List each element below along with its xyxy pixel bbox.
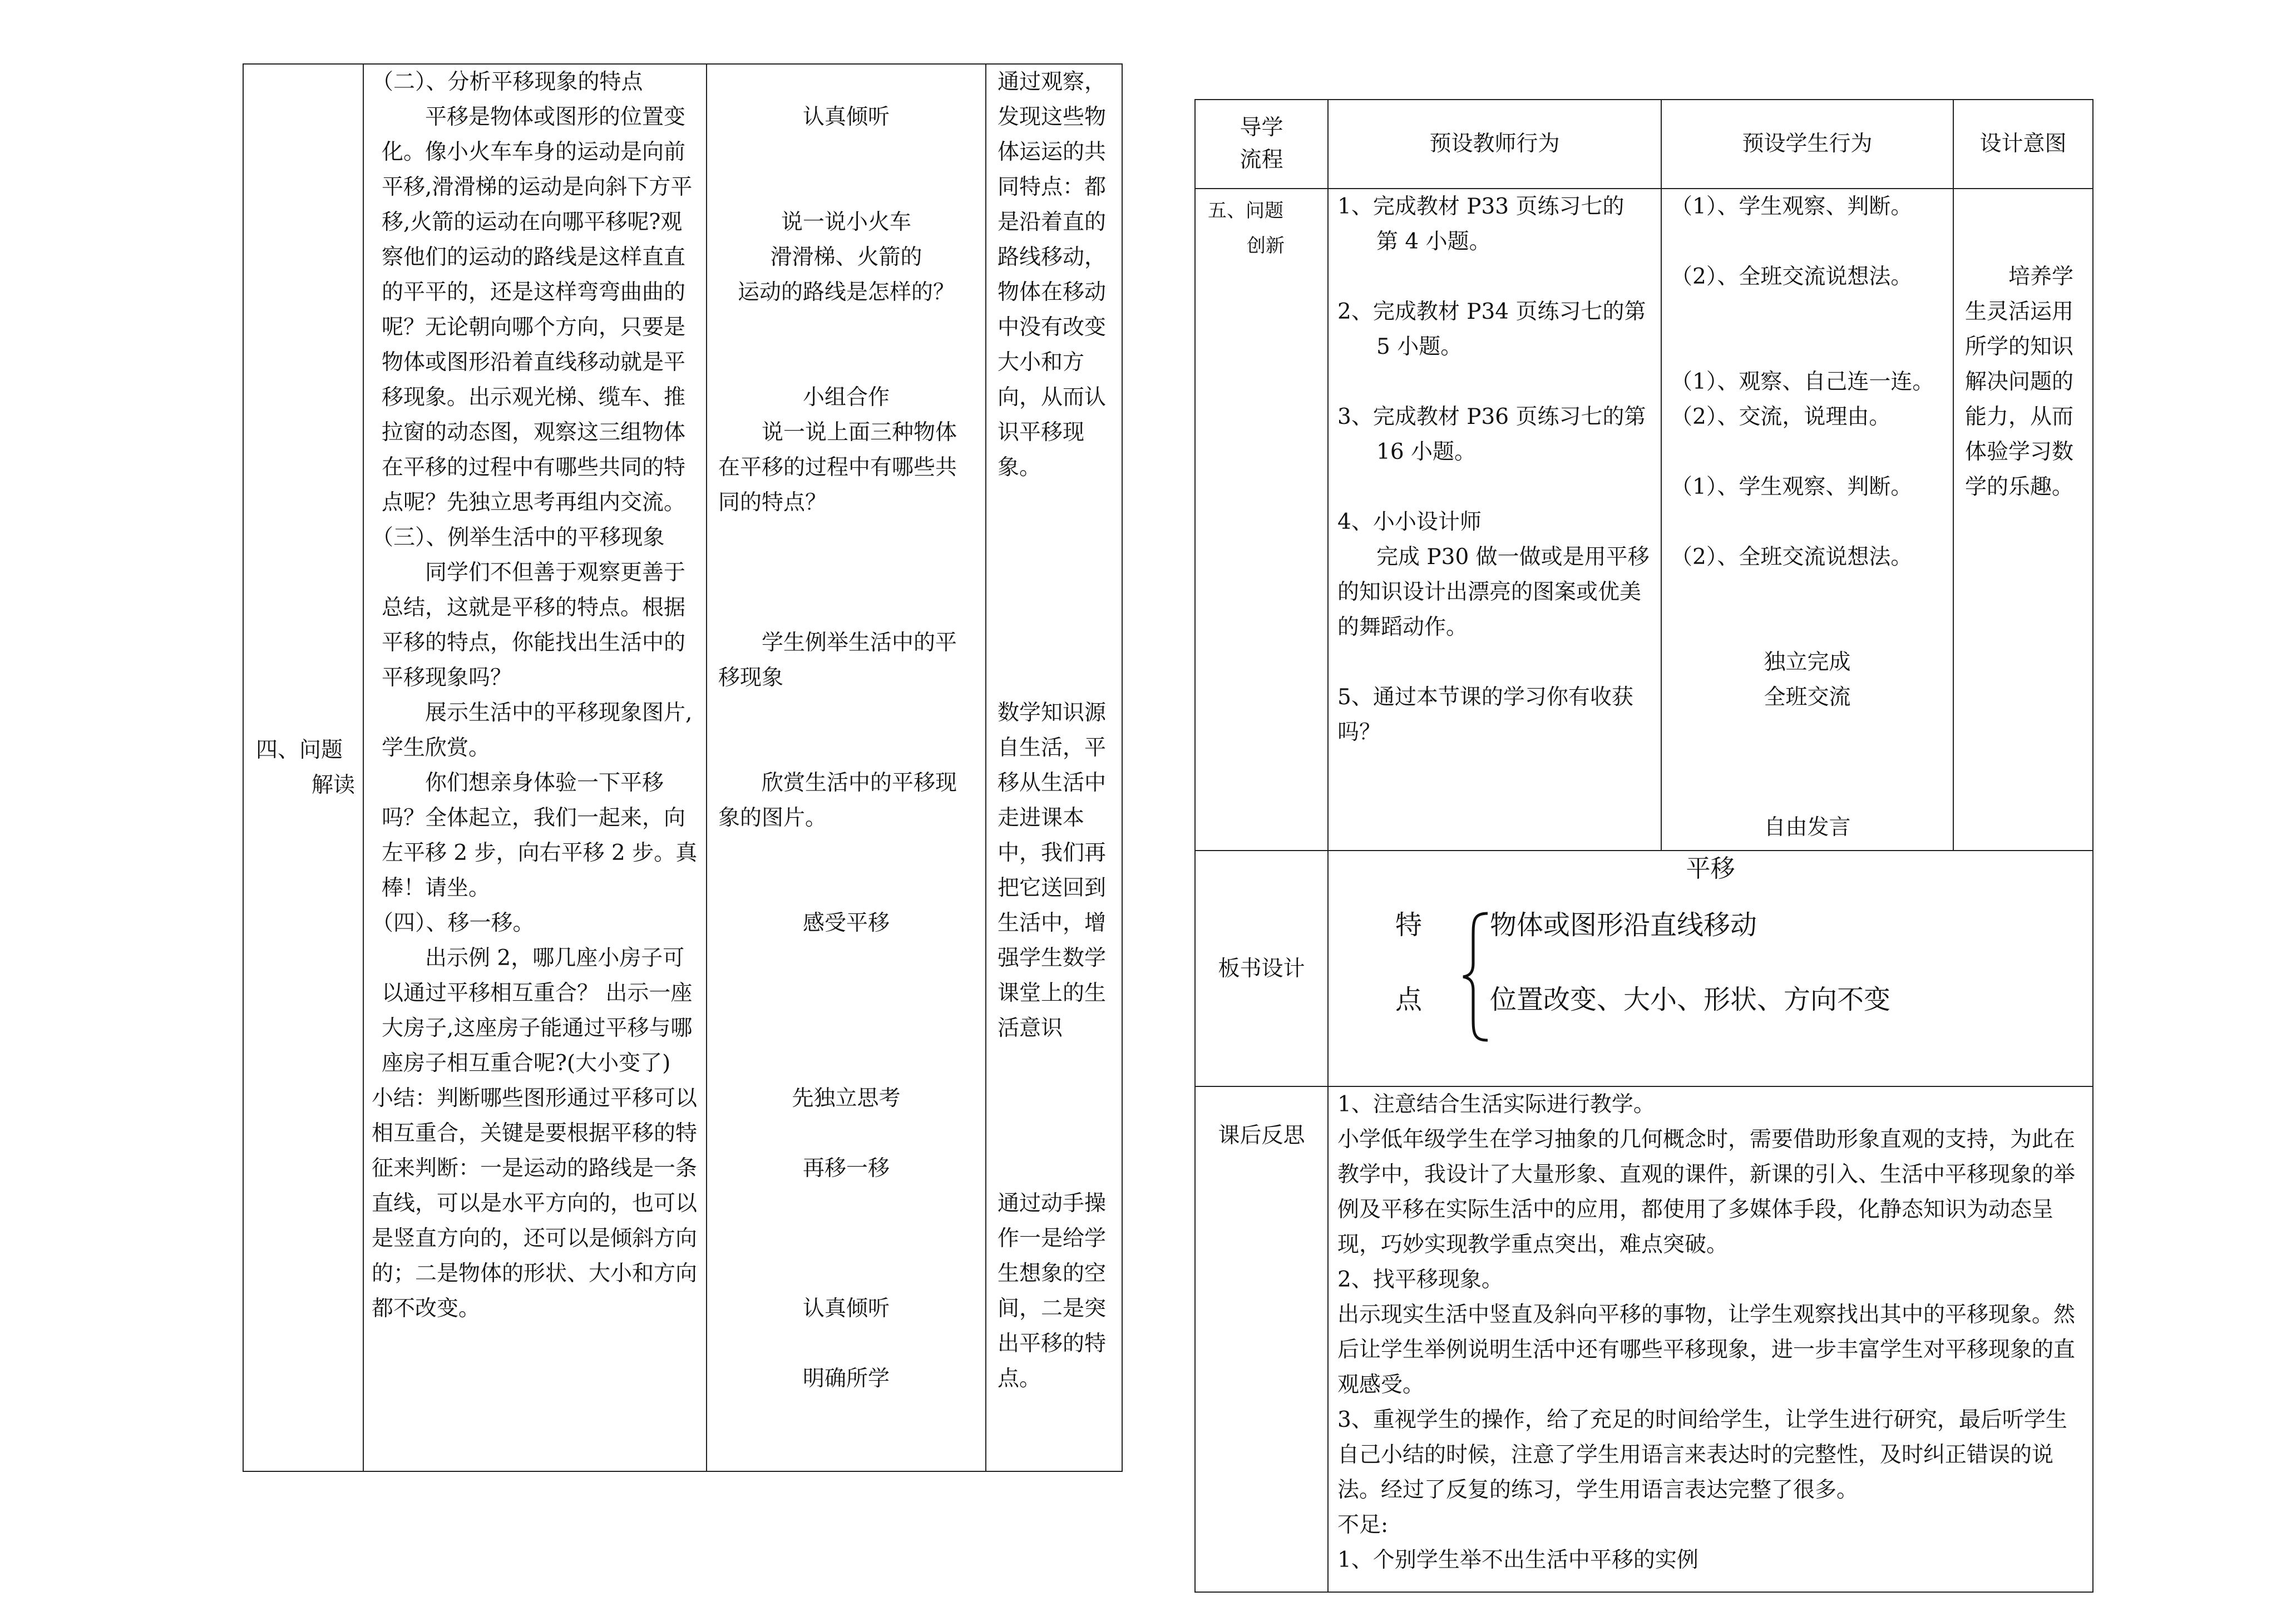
student-response: （1）、学生观察、判断。 <box>1671 475 1913 500</box>
reflection-cell <box>1328 1086 2093 1592</box>
teacher-paragraph: （四）、移一移。 <box>372 911 535 936</box>
stage5-teacher-text <box>1329 189 1661 750</box>
header-flow: 导学流程 <box>1195 100 1328 189</box>
student-behavior-text <box>707 65 985 1466</box>
board-title: 平移 <box>1686 854 1735 883</box>
student-response: 独立完成 <box>1764 650 1851 675</box>
student-activity: 学生例举生活中的平移现象 <box>718 630 957 690</box>
teacher-task-line: 3、完成教材 P36 页练习七的第 <box>1337 404 1646 429</box>
board-side-bottom: 点 <box>1395 984 1423 1015</box>
right-lesson-table <box>1194 99 2093 1593</box>
student-activity: 先独立思考 <box>792 1086 901 1111</box>
teacher-paragraph: 展示生活中的平移现象图片,学生欣赏。 <box>382 700 693 760</box>
stage5-label-line1: 五、问题 <box>1208 200 1283 222</box>
student-activity: 明确所学 <box>802 1366 890 1391</box>
reflection-paragraph: 2、找平移现象。 <box>1337 1267 1503 1292</box>
header-teacher: 预设教师行为 <box>1328 100 1661 189</box>
student-activity: 感受平移 <box>802 911 890 936</box>
board-label: 板书设计 <box>1218 956 1305 981</box>
teacher-paragraph: （三）、例举生活中的平移现象 <box>372 525 665 550</box>
teacher-paragraph: 同学们不但善于观察更善于总结，这就是平移的特点。根据平移的特点，你能找出生活中的平移现象吗？ <box>382 560 686 690</box>
board-line-1: 物体或图形沿直线移动 <box>1490 910 1757 941</box>
stage5-intent-cell <box>1953 189 2093 851</box>
stage5-student-cell <box>1661 189 1953 851</box>
reflection-paragraph: 1、注意结合生活实际进行教学。 <box>1337 1092 1655 1117</box>
teacher-task-continuation: 16 小题。 <box>1376 439 1477 464</box>
stage5-student-text <box>1662 189 1953 846</box>
teacher-paragraph: 平移是物体或图形的位置变化。像小火车车身的运动是向前平移,滑滑梯的运动是向斜下方平移,火箭的运动在向哪平移呢?观察他们的运动的路线是这样直直的平平的，还是这样弯弯曲曲的呢？无论朝向哪个方向，只要是物体或图形沿着直线移动就是平移现象。出示观光梯、缆车、推拉窗的动态图，观察这三组物体在平移的过程中有哪些共同的特点呢？先独立思考再组内交流。 <box>382 105 693 515</box>
reflection-label-cell <box>1195 1086 1328 1592</box>
board-line-2: 位置改变、大小、形状、方向不变 <box>1490 984 1891 1015</box>
stage-label-cell <box>243 64 363 1471</box>
reflection-paragraph: 出示现实生活中竖直及斜向平移的事物，让学生观察找出其中的平移现象。然后让学生举例说明生活中还有哪些平移现象，进一步丰富学生对平移现象的直观感受。 <box>1337 1302 2076 1397</box>
stage5-intent-text: 培养学生灵活运用所学的知识解决问题的能力，从而体验学习数学的乐趣。 <box>1965 264 2074 500</box>
teacher-task <box>1337 294 1652 364</box>
design-intent-text <box>986 65 1122 1466</box>
teacher-task-line: 2、完成教材 P34 页练习七的第 <box>1337 299 1646 324</box>
intent-paragraph: 通过观察，发现这些物体运运的共同特点：都是沿着直的路线移动，物体在移动中没有改变大小和方向，从而认识平移现象。 <box>998 70 1107 480</box>
teacher-task-line: 1、完成教材 P33 页练习七的 <box>1337 194 1625 219</box>
teacher-task-continuation: 完成 P30 做一做或是用平移的知识设计出漂亮的图案或优美的舞蹈动作。 <box>1337 545 1650 640</box>
teacher-paragraph: 你们想亲身体验一下平移吗？全体起立，我们一起来，向左平移 2 步，向右平移 2 步。真棒！请坐。 <box>382 770 698 901</box>
student-response: （1）、观察、自己连一连。 （2）、交流，说理由。 <box>1671 369 1934 429</box>
left-lesson-table <box>243 63 1123 1472</box>
teacher-task-continuation: 第 4 小题。 <box>1376 229 1491 254</box>
board-label-cell <box>1195 851 1328 1086</box>
reflection-paragraph: 3、重视学生的操作，给了充足的时间给学生，让学生进行研究，最后听学生自己小结的时候，注意了学生用语言来表达时的完整性，及时纠正错误的说法。经过了反复的练习，学生用语言表达完整了很多。 <box>1337 1407 2067 1503</box>
student-activity: 欣赏生活中的平移现象的图片。 <box>718 770 957 831</box>
student-response: （2）、全班交流说想法。 <box>1671 545 1913 570</box>
board-design-cell <box>1328 851 2093 1086</box>
student-response: （1）、学生观察、判断。 <box>1671 194 1913 219</box>
board-side-top: 特 <box>1395 910 1423 941</box>
student-activity: 小组合作 <box>802 385 890 410</box>
student-response: （2）、全班交流说想法。 <box>1671 264 1913 289</box>
teacher-paragraph: （二）、分析平移现象的特点 <box>372 70 643 95</box>
teacher-paragraph: 出示例 2，哪几座小房子可以通过平移相互重合？ 出示一座大房子,这座房子能通过平移与哪座房子相互重合呢?(大小变了) <box>382 946 693 1076</box>
intent-paragraph: 数学知识源自生活，平移从生活中走进课本中，我们再把它送回到生活中，增强学生数学课堂上的生活意识 <box>998 700 1107 1041</box>
teacher-behavior-text <box>364 65 706 1326</box>
teacher-task <box>1337 399 1652 470</box>
stage-label-line1: 四、问题 <box>256 738 343 763</box>
reflection-paragraph: 小学低年级学生在学习抽象的几何概念时，需要借助形象直观的支持，为此在教学中，我设计了大量形象、直观的课件，新课的引入、生活中平移现象的举例及平移在实际生活中的应用，都使用了多媒体手段，化静态知识为动态呈现，巧妙实现教学重点突出，难点突破。 <box>1337 1127 2076 1257</box>
reflection-paragraph: 1、个别学生举不出生活中平移的实例 <box>1337 1548 1698 1573</box>
student-activity: 再移一移 <box>802 1156 890 1181</box>
stage5-teacher-cell <box>1328 189 1661 851</box>
stage5-label-line2: 创新 <box>1247 235 1285 257</box>
teacher-task <box>1337 680 1652 750</box>
student-response: 自由发言 <box>1764 815 1851 840</box>
reflection-paragraph: 不足: <box>1337 1513 1389 1538</box>
student-activity: 滑滑梯、火箭的 <box>770 245 922 270</box>
student-behavior-cell <box>707 64 986 1471</box>
student-activity: 认真倾听 <box>802 1296 890 1321</box>
teacher-task <box>1337 505 1652 645</box>
header-student: 预设学生行为 <box>1661 100 1953 189</box>
teacher-paragraph: 小结：判断哪些图形通过平移可以相互重合，关键是要根据平移的特征来判断：一是运动的路线是一条直线，可以是水平方向的，也可以是竖直方向的，还可以是倾斜方向的；二是物体的形状、大小和方向都不改变。 <box>372 1086 698 1321</box>
curly-brace-icon <box>1461 910 1494 1044</box>
header-intent: 设计意图 <box>1953 100 2093 189</box>
student-activity: 认真倾听 <box>802 105 890 130</box>
stage-label-line2: 解读 <box>312 773 355 798</box>
stage5-label-cell <box>1195 189 1328 851</box>
teacher-task-line: 4、小小设计师 <box>1337 510 1482 535</box>
teacher-task-continuation: 5 小题。 <box>1376 334 1463 359</box>
intent-paragraph: 通过动手操作一是给学生想象的空间，二是突出平移的特点。 <box>998 1191 1107 1391</box>
design-intent-cell <box>986 64 1122 1471</box>
student-activity: 说一说小火车 <box>781 210 911 235</box>
reflection-text <box>1329 1087 2092 1578</box>
teacher-task-line: 5、通过本节课的学习你有收获吗？ <box>1337 685 1633 745</box>
student-response: 全班交流 <box>1764 685 1851 710</box>
teacher-behavior-cell <box>363 64 707 1471</box>
student-activity: 说一说上面三种物体在平移的过程中有哪些共同的特点？ <box>718 420 957 515</box>
student-activity: 运动的路线是怎样的？ <box>737 280 955 305</box>
reflection-label: 课后反思 <box>1218 1123 1305 1148</box>
teacher-task <box>1337 189 1652 259</box>
